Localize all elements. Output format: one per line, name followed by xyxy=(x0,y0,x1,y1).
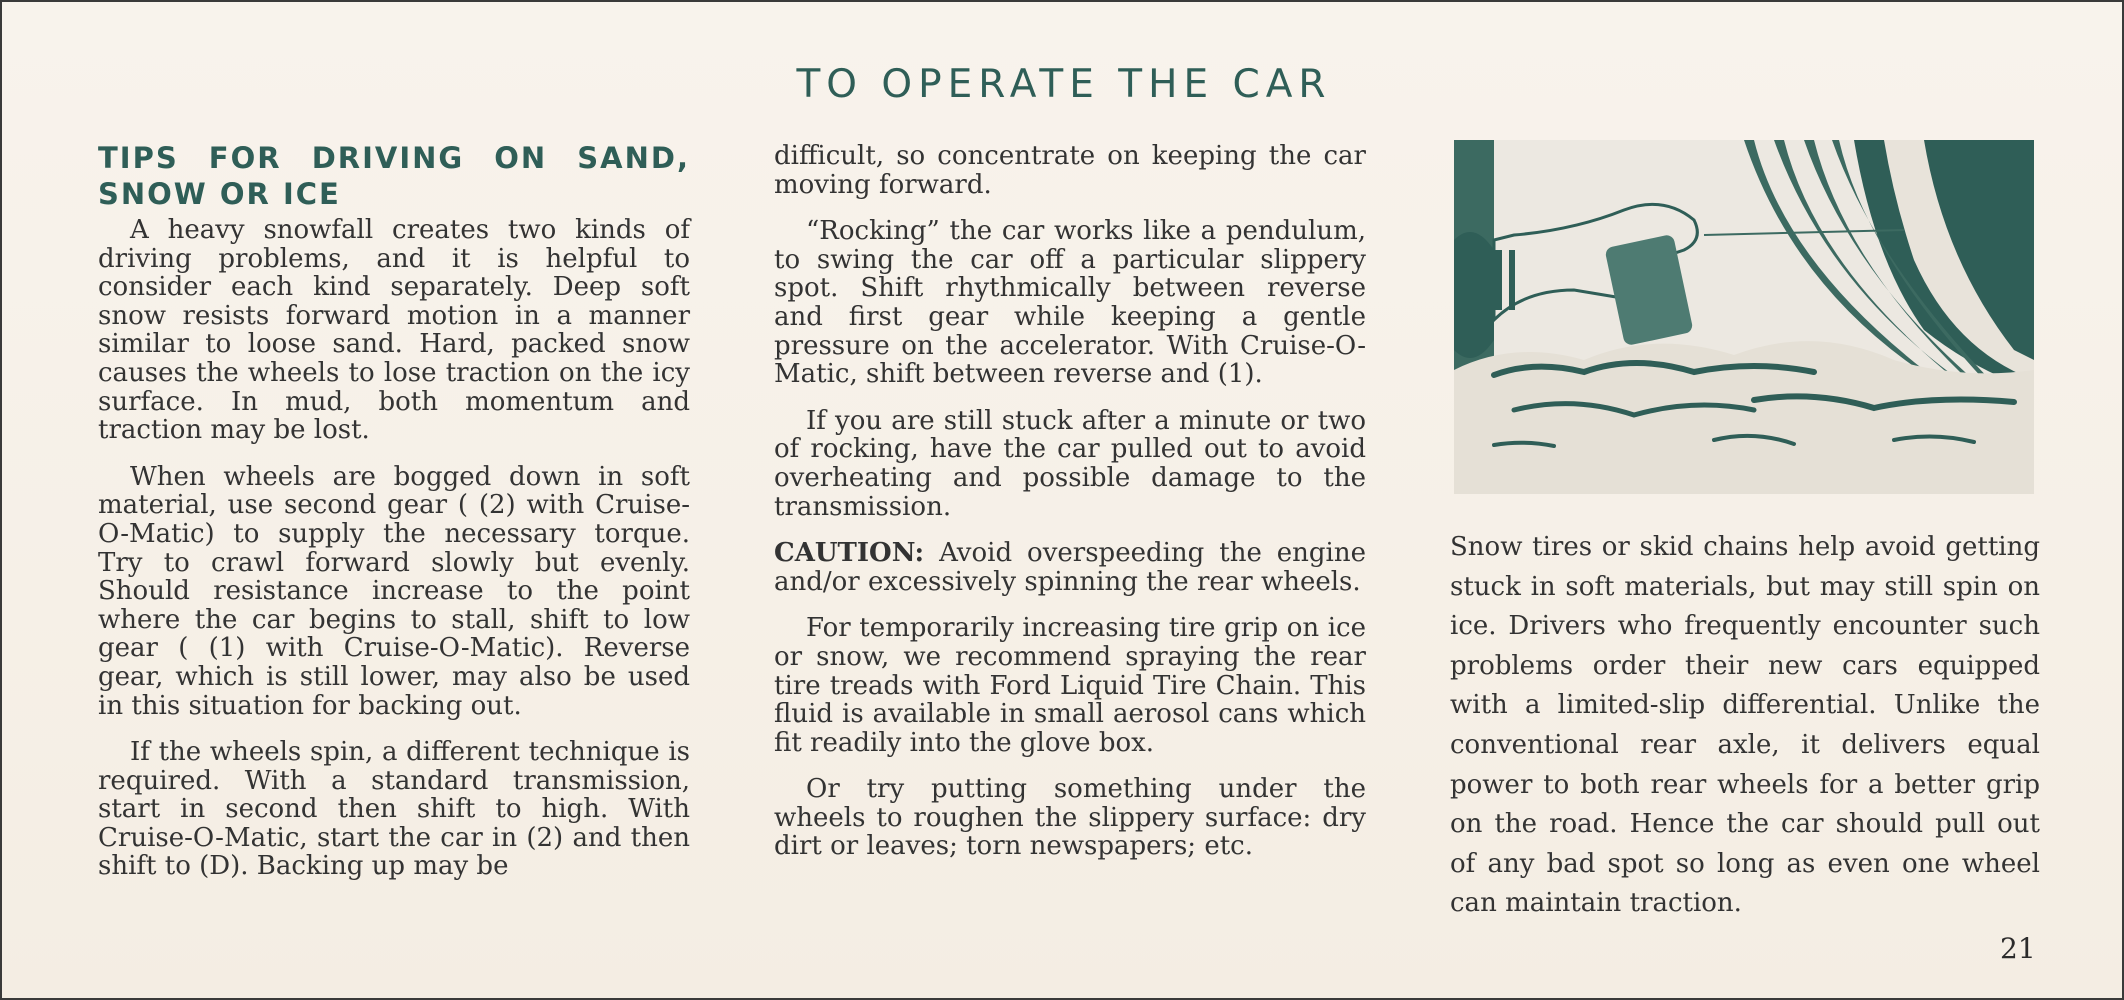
column-middle xyxy=(774,142,1366,879)
paragraph: A heavy snowfall creates two kinds of driving problems, and it is helpful to consider each kind separately. Deep soft snow resists forward motion in a manner similar to loose sand. Hard, packed snow causes the wheels to lose traction on the icy surface. In mud, both momentum and traction may be lost. xyxy=(98,215,690,446)
caution-paragraph xyxy=(774,539,1366,596)
column-right xyxy=(1450,528,2040,942)
paragraph: For temporarily increasing tire grip on ice or snow, we recommend spraying the rear tire treads with Ford Liquid Tire Chain. This fluid is available in small aerosol cans which fit readily into the glove box. xyxy=(774,613,1366,758)
paragraph: If the wheels spin, a different technique is required. With a standard transmission, start in second then shift to high. With Cruise-O-Matic, start the car in (2) and then shift to (D). Backing up may be xyxy=(98,737,690,882)
paragraph: Snow tires or skid chains help avoid getting stuck in soft materials, but may still spin on ice. Drivers who frequently encounter such problems order their new cars equipped with a limited-slip differential. Unlike the conventional rear axle, it delivers equal power to both rear wheels for a better grip on the road. Hence the car should pull out of any bad spot so long as even one wheel can maintain traction. xyxy=(1450,532,2040,919)
column-left xyxy=(98,140,690,899)
section-title: TIPS FOR DRIVING ON SAND, SNOW OR ICE xyxy=(98,141,690,211)
hand-spraying-tire-illustration xyxy=(1454,140,2034,494)
spray-can-illustration-icon xyxy=(1454,140,2034,494)
page-heading: TO OPERATE THE CAR xyxy=(796,62,1332,107)
paragraph: If you are still stuck after a minute or two of rocking, have the car pulled out to avoid overheating and possible damage to the transmission. xyxy=(774,405,1366,522)
caution-label: CAUTION: xyxy=(774,538,925,569)
caution-text: Avoid overspeeding the engine and/or excessively spinning the rear wheels. xyxy=(774,538,1366,597)
paragraph: Or try putting something under the wheels to roughen the slippery surface: dry dirt or leaves; torn newspapers; etc. xyxy=(774,774,1366,862)
paragraph-continuation: difficult, so concentrate on keeping the car moving forward. xyxy=(774,141,1366,200)
paragraph: “Rocking” the car works like a pendulum, to swing the car off a particular slippery spot. Shift rhythmically between reverse and first gear while keeping a gentle pressure on the accelerator. With Cruise-O-Matic, shift between reverse and (1). xyxy=(774,216,1366,390)
page-number: 21 xyxy=(2000,932,2036,965)
paragraph: When wheels are bogged down in soft material, use second gear ( (2) with Cruise-O-Matic) to supply the necessary torque. Try to crawl forward slowly but evenly. Should resistance increase to the point where the car begins to stall, shift to low gear ( (1) with Cruise-O-Matic). Reverse gear, which is still lower, may also be used in this situation for backing out. xyxy=(98,461,690,721)
